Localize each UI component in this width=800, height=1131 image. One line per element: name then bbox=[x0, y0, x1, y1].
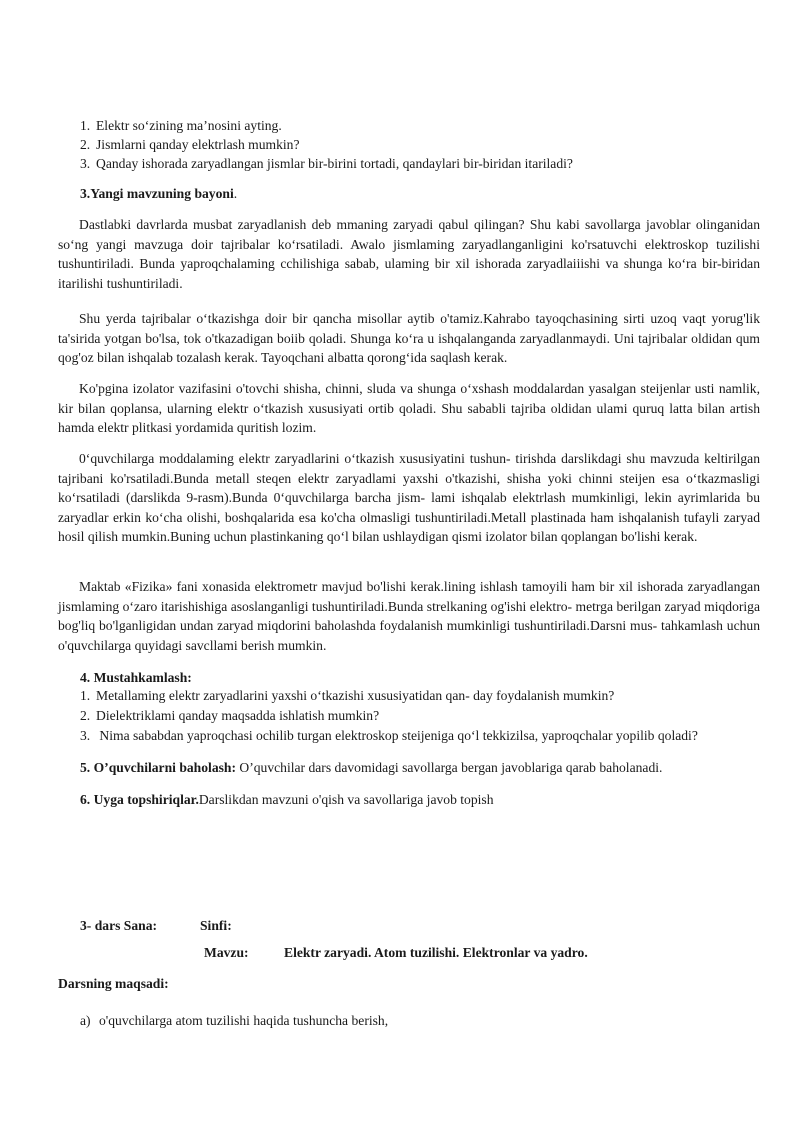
section-6 bbox=[80, 790, 494, 810]
lesson-goal-label: Darsning maqsadi: bbox=[58, 976, 169, 991]
section-4-item-1 bbox=[80, 686, 614, 706]
section-4-title: 4. Mustahkamlash: bbox=[80, 670, 192, 685]
section-6-title: 6. Uyga topshiriqlar. bbox=[80, 792, 199, 807]
lesson-goal-a bbox=[80, 1011, 388, 1031]
paragraph-4: 0‘quvchilarga moddalaming elektr zaryadlarini o‘tkazish xususiyatini tushun- tirishda darslikdagi shu mavzuda keltirilgan tajribani ko'rsatiladi.Bunda metall steqen elektr zaryadlami yaxshi o'tkazishi, shisha yoki chinni steijen esa o‘tkazmasligi ko‘rsatiladi (darslikda 9-rasm).Bunda 0‘quvchilarga barcha jism- lami ishqalab elektrlash mumkinligi, lekin ayrimlarida bu zaryadlar erkin ko‘cha olishi, boshqalarida esa ko'cha olmasligi tushuntiriladi.Metall plastinada ham ishqalanish tufayli zaryad hosil qilish mumkin.Buning uchun plastinkaning qo‘l bilan ushlaydigan qismi izolator bilan qoplangan bo'lishi kerak. bbox=[58, 451, 760, 544]
paragraph-1: Dastlabki davrlarda musbat zaryadlanish deb mmaning zaryadi qabul qilingan? Shu kabi savollarga javoblar olinganidan so‘ng yangi mavzuga doir tajribalar ko‘rsatiladi. Awalo jismlaming zaryadlanganligini ko'rsatuvchi elektroskop tuzilishi tushuntiriladi. Bunda yaproqchalaming cchilishiga sabab, ulaming bir xil ishorada zaryadlaiiishi va shunga ko‘ra bir-biridan itarilishi tushuntiriladi. bbox=[58, 217, 760, 291]
section-4-item-2 bbox=[80, 706, 379, 726]
paragraph-3: Ko'pgina izolator vazifasini o'tovchi shisha, chinni, sluda va shunga o‘xshash moddalardan yasalgan steijenlar usti namlik, kir bilan qoplansa, ularning elektr o‘tkazish xususiyati ortib qoladi. Shu sababli tajriba oldidan ulami quruq latta bilan artish hamda elektr plitkasi yordamida quritish lozim. bbox=[58, 381, 760, 435]
list-text: Elektr so‘zining ma’nosini ayting. bbox=[96, 118, 282, 133]
intro-question-3 bbox=[80, 154, 573, 174]
lesson-topic-title: Elektr zaryadi. Atom tuzilishi. Elektronlar va yadro. bbox=[284, 945, 588, 960]
intro-question-2 bbox=[80, 135, 299, 155]
section-5-text: O’quvchilar dars davomidagi savollarga bergan javoblariga qarab baholanadi. bbox=[236, 760, 663, 775]
list-number: 1. bbox=[80, 118, 91, 133]
section-5 bbox=[80, 758, 662, 778]
list-text: Jismlarni qanday elektrlash mumkin? bbox=[96, 137, 300, 152]
list-text: Metallaming elektr zaryadlarini yaxshi o‘tkazishi xususiyatidan qan- day foydalanish mumkin? bbox=[96, 688, 615, 703]
lesson-number-date: 3- dars Sana: bbox=[80, 918, 158, 933]
section-6-text: Darslikdan mavzuni o'qish va savollariga javob topish bbox=[198, 792, 494, 807]
paragraph-2: Shu yerda tajribalar o‘tkazishga doir bir qancha misollar aytib o'tamiz.Kahrabo tayoqchasining sirti uzoq vaqt yorug'lik ta'sirida yotgan bo'lsa, tok o'tkazadigan boiib qoladi. Shunga ko‘ra u ishqalanganda zaryadlanmaydi. Uni tajribalar oldidan qum qog'oz bilan ishqalab tozalash kerak. Tayoqchani albatta qorong‘ida saqlash kerak. bbox=[58, 311, 760, 365]
list-number: 3. bbox=[80, 728, 91, 743]
section-5-title: 5. O’quvchilarni baholash: bbox=[80, 760, 236, 775]
list-number: 3. bbox=[80, 156, 91, 171]
section-3-title: 3.Yangi mavzuning bayoni bbox=[80, 186, 234, 201]
list-text: Qanday ishorada zaryadlangan jismlar bir-birini tortadi, qandaylari bir-biridan itariladi? bbox=[96, 156, 573, 171]
lesson-topic-label: Mavzu: bbox=[204, 945, 249, 960]
list-text: Dielektriklami qanday maqsadda ishlatish mumkin? bbox=[96, 708, 380, 723]
list-marker: a) bbox=[80, 1013, 91, 1028]
list-text: Nima sababdan yaproqchasi ochilib turgan elektroskop steijeniga qo‘l tekkizilsa, yaproqchalar yopilib qoladi? bbox=[96, 728, 698, 743]
lesson-class: Sinfi: bbox=[200, 918, 232, 933]
list-number: 1. bbox=[80, 688, 91, 703]
paragraph-5: Maktab «Fizika» fani xonasida elektrometr mavjud bo'lishi kerak.lining ishlash tamoyili ham bir xil ishorada zaryadlangan jismlaming o‘zaro itarishishiga asoslanganligi tushuntiriladi.Bunda strelkaning og'ishi elektro- metrga berilgan zaryad miqdoriga bog'liq bo'lganligidan undan zaryad miqdorini baholashda foydalanish mumkinligi tushuntiriladi.Darsni mus- tahkamlash uchun o'quvchilarga quyidagi savcllami berish mumkin. bbox=[58, 579, 760, 653]
list-number: 2. bbox=[80, 708, 91, 723]
list-text: o'quvchilarga atom tuzilishi haqida tushuncha berish, bbox=[99, 1013, 389, 1028]
section-4-item-3 bbox=[80, 726, 698, 746]
section-3-heading bbox=[80, 184, 237, 204]
list-number: 2. bbox=[80, 137, 91, 152]
section-3-suffix: . bbox=[233, 186, 238, 201]
intro-question-1 bbox=[80, 116, 282, 136]
